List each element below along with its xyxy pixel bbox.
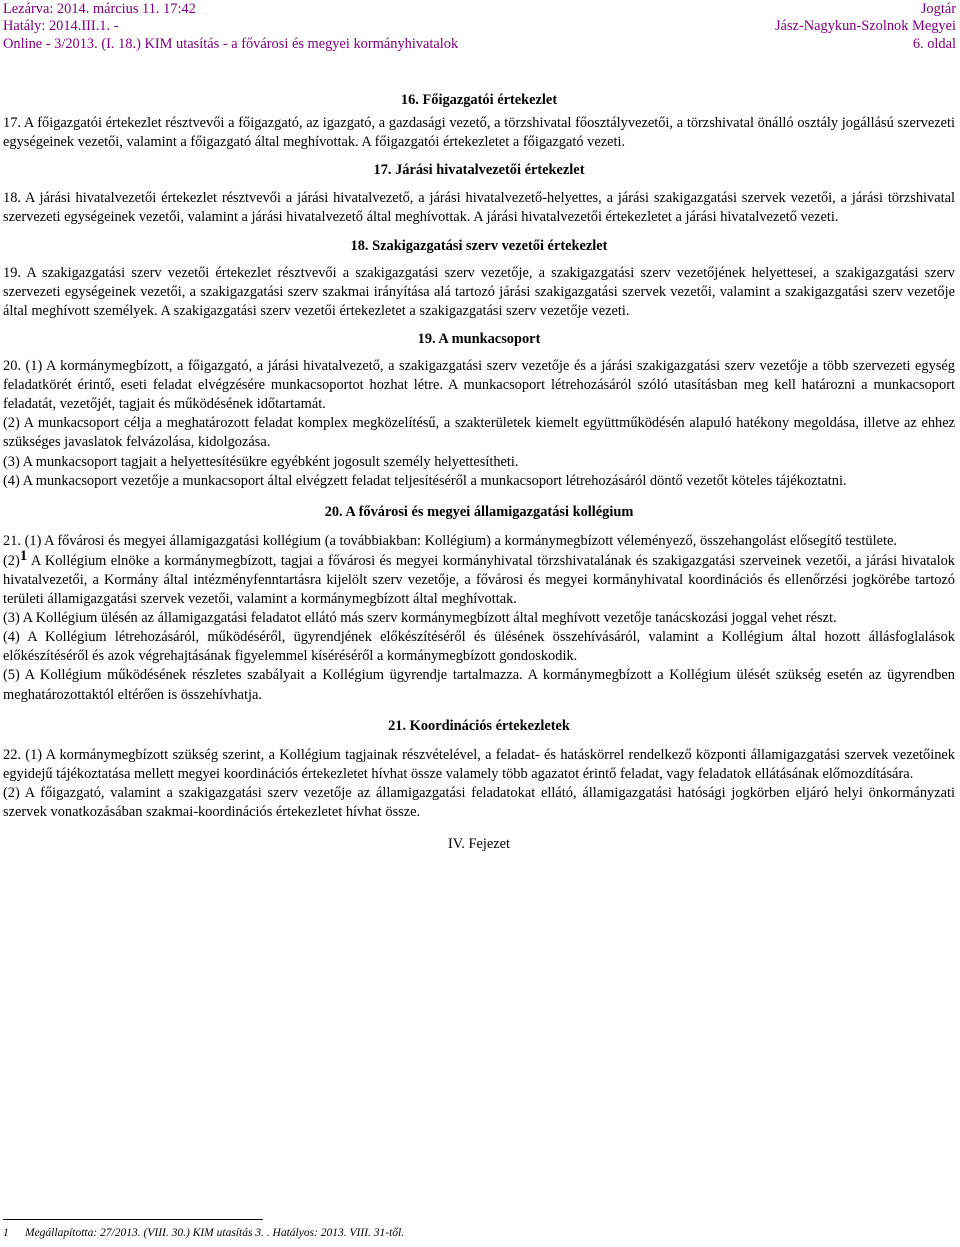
paragraph: 21. (1) A fővárosi és megyei államigazgatási kollégium (a továbbiakban: Kollégium) a kormánymegbízott véleményező, összehangolást elősegítő testülete. <box>3 532 897 549</box>
header-closed-date: Lezárva: 2014. március 11. 17:42 <box>3 1 196 17</box>
section-title: 21. Koordinációs értekezletek <box>388 717 570 734</box>
document-body <box>3 91 955 854</box>
header-document-title: Online - 3/2013. (I. 18.) KIM utasítás - a fővárosi és megyei kormányhivatalok <box>3 35 459 52</box>
header-effect: Hatály: 2014.III.1. - <box>3 18 119 35</box>
page-header <box>0 0 960 60</box>
paragraph: (2) A munkacsoport célja a meghatározott feladat komplex megközelítésű, a szakterületek kiemelt együttműködésén alapuló hatékony megoldása, illetve az ehhez szükséges javaslatok felvázolása, kidolgozása. <box>3 415 955 451</box>
section-title: 20. A fővárosi és megyei államigazgatási kollégium <box>324 503 634 520</box>
paragraph-number: (2) <box>3 552 20 569</box>
footnote-number: 1 <box>3 1227 9 1239</box>
paragraph: (2) A főigazgató, valamint a szakigazgatási szerv vezetője az államigazgatási feladatokat ellátó, államigazgatási hatósági jogkörben eljáró helyi önkormányzati szervek vonatkozásában szakmai-koordinációs értekezletet hívhat össze. <box>3 784 955 820</box>
paragraph: (3) A Kollégium ülésén az államigazgatási feladatot ellátó más szerv kormánymegbízott által meghívott vezetője tanácskozási joggal vehet részt. <box>3 610 837 627</box>
header-right <box>775 1 956 53</box>
header-county: Jász-Nagykun-Szolnok Megyei <box>774 18 956 35</box>
paragraph: (5) A Kollégium működésének részletes szabályait a Kollégium ügyrendje tartalmazza. A kormánymegbízott a Kollégium ülését szükség esetén az ügyrendben meghatározottaktól eltérően is összehívhatja. <box>3 667 955 703</box>
paragraph: 22. (1) A kormánymegbízott szükség szerint, a Kollégium tagjainak részvételével, a feladat- és hatáskörrel rendelkező központi államigazgatási szervek vezetőinek egyidejű tájékoztatása mellett megyei koordinációs értekezletet hívhat össze valamely több agazatot érintő feladat, vagy feladatok ellátásának előmozdítására. <box>3 746 955 782</box>
paragraph: (3) A munkacsoport tagjait a helyettesítésükre egyébként jogosult személy helyettesítheti. <box>3 453 519 470</box>
footnote-text: Megállapította: 27/2013. (VIII. 30.) KIM utasítás 3. . Hatályos: 2013. VIII. 31-től. <box>25 1227 405 1239</box>
paragraph: (4) A Kollégium létrehozásáról, működéséről, ügyrendjének előkészítéséről és ülésének összehívásáról, valamint a Kollégium által hozott állásfoglalások előkészítéséről és azok végrehajtásának figyelemmel kíséréséről a kormánymegbízott gondoskodik. <box>3 629 955 665</box>
paragraph: 20. (1) A kormánymegbízott, a főigazgató, a járási hivatalvezető, a szakigazgatási szerv vezetője és a járási szakigazgatási szerv vezetője a több szervezeti egység feladatkörét érintő, eseti feladat elvégzésére munkacsoportot hozhat létre. A munkacsoport létrehozásáról szóló utasításban meg kell határozni a munkacsoport feladatát, vezetőjét, tagjait és működésének időtartamát. <box>3 358 955 413</box>
paragraph-text: A Kollégium elnöke a kormánymegbízott, tagjai a fővárosi és megyei kormányhivatal törzshivatalának és szakigazgatási szerveinek vezetői, a járási hivatalok hivatalvezetői, a Kormány által intézményfenntartásra kijelölt szerv vezetője, a fővárosi és megyei kormányhivatal koordinációs és ellenőrzési jogkörébe tartozó területi államigazgatási szervek vezetői, valamint a kormánymegbízott által meghívottak. <box>3 552 955 608</box>
footnote-divider <box>3 1219 263 1220</box>
chapter-heading: IV. Fejezet <box>447 836 511 853</box>
section-title: 19. A munkacsoport <box>417 330 541 347</box>
paragraph <box>3 547 955 609</box>
section-title: 16. Főigazgatói értekezlet <box>400 92 558 108</box>
paragraph: 18. A járási hivatalvezetői értekezlet résztvevői a járási hivatalvezető, a járási hivatalvezető-helyettes, a járási szakigazgatási szervek vezetői, a járási törzshivatal szervezeti egységeinek vezetői, valamint a járási hivatalvezető által meghívottak. A járási hivatalvezetői értekezletet a járási hivatalvezető vezeti. <box>3 190 955 226</box>
paragraph: 19. A szakigazgatási szerv vezetői értekezlet résztvevői a szakigazgatási szerv vezetője, a szakigazgatási szerv vezetőjének helyettesei, a szakigazgatási szerv szervezeti egységeinek vezetői, a szakigazgatási szerv szakmai irányítása alá tartozó járási szakigazgatási szervek vezetői, valamint a szakigazgatási szerv vezetője által meghívott személyek. A szakigazgatási szerv vezetői értekezletet a szakigazgatási szerv vezetője vezeti. <box>3 264 955 319</box>
section-title: 18. Szakigazgatási szerv vezetői értekezlet <box>350 237 608 254</box>
header-left <box>3 1 458 53</box>
header-publisher: Jogtár <box>920 1 956 17</box>
paragraph: (4) A munkacsoport vezetője a munkacsoport által elvégzett feladat teljesítéséről a munkacsoport létrehozásáról döntő vezetőt köteles tájékoztatni. <box>3 472 847 489</box>
section-title: 17. Járási hivatalvezetői értekezlet <box>373 162 585 179</box>
footnote <box>3 1226 404 1240</box>
paragraph: 17. A főigazgatói értekezlet résztvevői a főigazgató, az igazgató, a gazdasági vezető, a törzshivatal főosztályvezetői, a törzshivatal önálló osztály jogállású szervezeti egységeinek vezetői, valamint a főigazgató által meghívottak. A főigazgatói értekezletet a főigazgató vezeti. <box>3 115 955 151</box>
header-page-number: 6. oldal <box>912 35 956 52</box>
footnote-reference[interactable]: 1 <box>19 547 28 564</box>
